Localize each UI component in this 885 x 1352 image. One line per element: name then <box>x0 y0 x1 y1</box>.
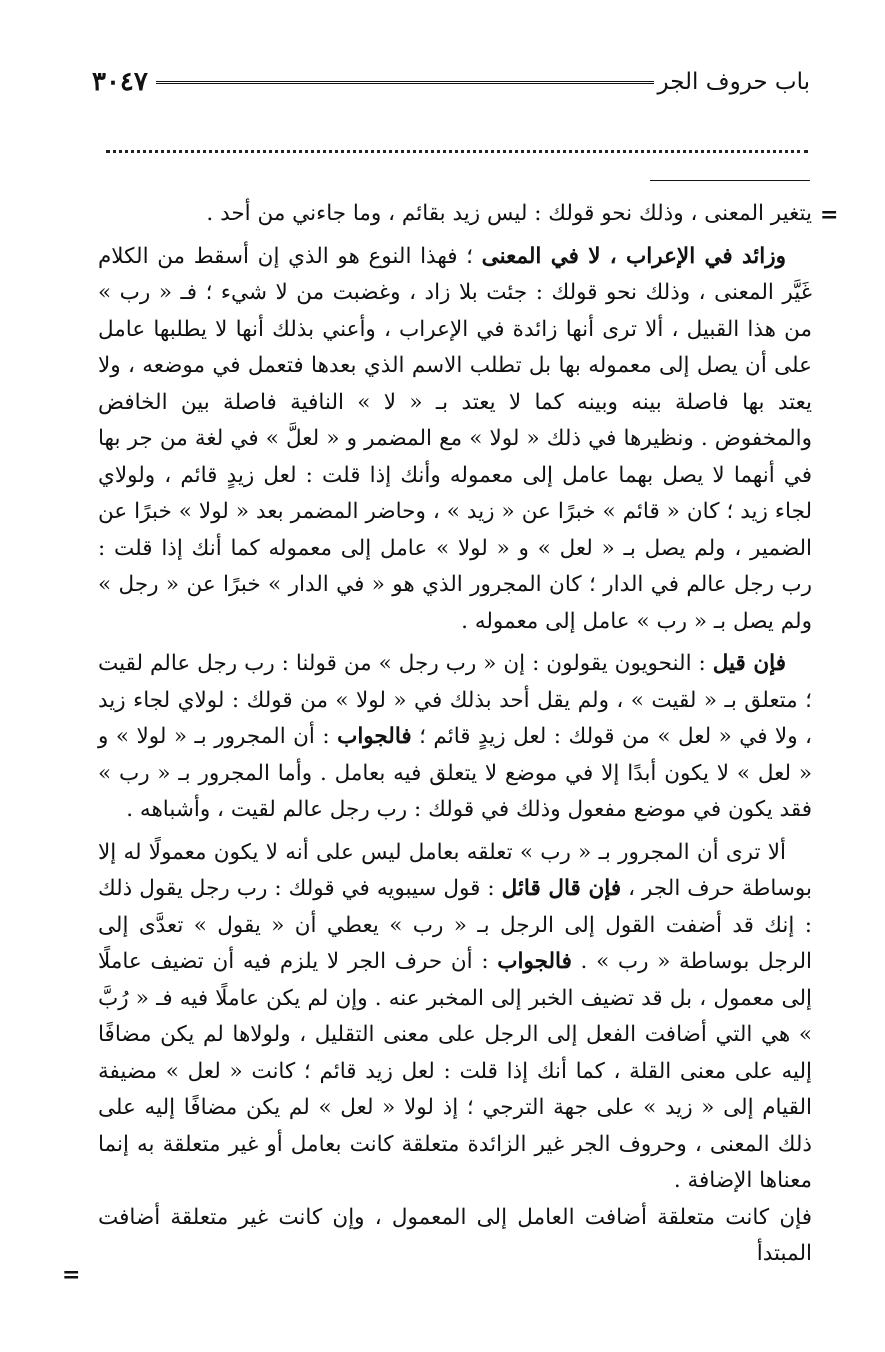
objection-lead: فإن قال قائل <box>501 876 622 901</box>
page-number: ٣٠٤٧ <box>92 67 148 97</box>
page-header <box>92 62 810 102</box>
dotted-separator <box>106 150 808 153</box>
paragraph-text: : قول سيبويه في قولك : رب رجل يقول ذلك : إنك قد أضفت القول إلى الرجل بـ « رب » يعطي أن « يقول » تعدَّى إلى الرجل بوساطة « رب » . <box>98 876 812 974</box>
header-rule <box>156 81 654 84</box>
paragraph-2 <box>98 239 812 641</box>
paragraph-4 <box>98 835 812 1200</box>
paragraph-text: ؛ فهذا النوع هو الذي إن أسقط من الكلام غَيَّر المعنى ، وذلك نحو قولك : جئت بلا زاد ، وغضبت من لا شيء ؛ فـ « رب » من هذا القبيل ، ألا ترى أنها زائدة في الإعراب ، وأعني بذلك أنها لا يطلبها عامل على أن يصل إلى معموله بها بل تطلب الاسم الذي بعدها فتعمل في موضعه ، ولا يعتد بها فاصلة بينه وبينه كما لا يعتد بـ « لا » النافية فاصلة بين الخافض والمخفوض . ونظيرها في ذلك « لولا » مع المضمر و « لعلَّ » في لغة من جر بها في أنهما لا يصل بهما عامل إلى معموله وأنك إذا قلت : لعل زيدٍ قائم ، ولولاي لجاء زيد ؛ كان « قائم » خبرًا عن « زيد » ، وحاضر المضمر بعد « لولا » خبرًا عن الضمير ، ولم يصل بـ « لعل » و « لولا » عامل إلى معموله كما أنك إذا قلت : رب رجل عالم في الدار ؛ كان المجرور الذي هو « في الدار » خبرًا عن « رجل » ولم يصل بـ « رب » عامل إلى معموله . <box>98 243 812 634</box>
paragraph-5 <box>98 1200 812 1273</box>
page-body <box>98 196 812 1273</box>
section-lead: وزائد في الإعراب ، لا في المعنى <box>481 243 786 269</box>
answer-lead: فالجواب <box>497 949 572 974</box>
paragraph-1 <box>98 196 812 233</box>
paragraph-text: فإن كانت متعلقة أضافت العامل إلى المعمول ، وإن كانت غير متعلقة أضافت المبتدأ <box>98 1204 812 1266</box>
paragraph-text: : أن حرف الجر لا يلزم فيه أن تضيف عاملًا إلى معمول ، بل قد تضيف الخبر إلى المخبر عنه . وإن لم يكن عاملًا فيه فـ « رُبَّ » هي التي أضافت الفعل إلى الرجل على معنى التقليل ، ولولاها لم يكن مضافًا إليه على معنى القلة ، كما أنك إذا قلت : لعل زيد قائم ؛ كانت « لعل » مضيفة القيام إلى « زيد » على جهة الترجي ؛ إذ لولا « لعل » لم يكن مضافًا إليه على ذلك المعنى ، وحروف الجر غير الزائدة متعلقة كانت بعامل أو غير متعلقة به إنما معناها الإضافة . <box>98 949 813 1193</box>
paragraph-3 <box>98 646 812 829</box>
continuation-mark-bottom: = <box>62 1262 81 1288</box>
continuation-mark-top: = <box>820 202 839 228</box>
objection-lead: فإن قيل <box>712 651 786 676</box>
chapter-title: باب حروف الجر <box>657 69 810 95</box>
paragraph-text: : أن المجرور بـ « لولا » و « لعل » لا يكون أبدًا إلا في موضع لا يتعلق فيه بعامل . وأما المجرور بـ « رب » فقد يكون في موضع مفعول وذلك في قولك : رب رجل عالم لقيت ، وأشباهه . <box>98 724 812 822</box>
paragraph-text: ألا ترى أن المجرور بـ « رب » تعلقه بعامل ليس على أنه لا يكون معمولًا له إلا بوساطة حرف الجر ، <box>98 839 813 901</box>
footnote-separator <box>650 180 810 181</box>
paragraph-text: : النحويون يقولون : إن « رب رجل » من قولنا : رب رجل عالم لقيت ؛ متعلق بـ « لقيت » ، ولم يقل أحد بذلك في « لولا » من قولك : لولاي لجاء زيد ، ولا في « لعل » من قولك : لعل زيدٍ قائم ؛ <box>98 651 812 749</box>
paragraph-text: يتغير المعنى ، وذلك نحو قولك : ليس زيد بقائم ، وما جاءني من أحد . <box>206 201 812 226</box>
answer-lead: فالجواب <box>337 724 412 749</box>
